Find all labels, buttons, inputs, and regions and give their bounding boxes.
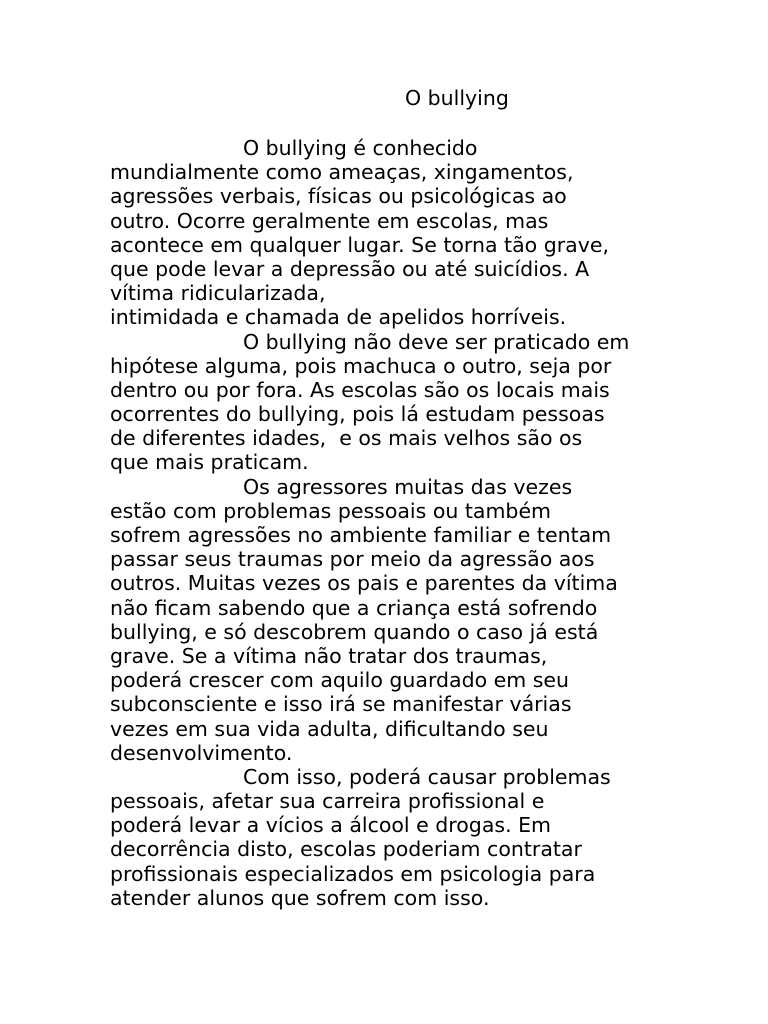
paragraph-first-line: Com isso, poderá causar problemas	[243, 764, 611, 789]
text-line: poderá crescer com aquilo guardado em seu	[110, 668, 570, 693]
text-line: intimidada e chamada de apelidos horríveis.	[110, 305, 567, 330]
text-line: atender alunos que sofrem com isso.	[110, 885, 490, 910]
document-body	[110, 136, 730, 910]
text-line: profissionais especializados em psicologia para	[110, 861, 596, 886]
paragraph-first-line: Os agressores muitas das vezes	[243, 474, 573, 499]
text-line: vítima ridicularizada,	[110, 281, 326, 306]
text-line: subconsciente e isso irá se manifestar várias	[110, 692, 572, 717]
text-line: poderá levar a vícios a álcool e drogas. Em	[110, 813, 552, 838]
text-line: acontece em qualquer lugar. Se torna tão grave,	[110, 232, 609, 257]
text-line: pessoais, afetar sua carreira profissional e	[110, 789, 545, 814]
text-line: bullying, e só descobrem quando o caso já está	[110, 619, 599, 644]
text-line: sofrem agressões no ambiente familiar e tentam	[110, 523, 612, 547]
text-line: que mais praticam.	[110, 450, 309, 475]
text-line: dentro ou por fora. As escolas são os locais mais	[110, 377, 610, 402]
text-line: outro. Ocorre geralmente em escolas, mas	[110, 208, 549, 233]
paragraph-first-line: O bullying é conhecido	[243, 136, 478, 160]
text-line: mundialmente como ameaças, xingamentos,	[110, 160, 574, 185]
text-line: hipótese alguma, pois machuca o outro, seja por	[110, 353, 612, 378]
paragraph-first-line: O bullying não deve ser praticado em	[243, 329, 630, 354]
text-line: ocorrentes do bullying, pois lá estudam pessoas	[110, 402, 605, 427]
text-line: desenvolvimento.	[110, 740, 293, 765]
text-line: vezes em sua vida adulta, dificultando seu	[110, 716, 549, 741]
text-line: agressões verbais, físicas ou psicológicas ao	[110, 184, 567, 209]
text-line: que pode levar a depressão ou até suicídios. A	[110, 256, 590, 281]
text-line: decorrência disto, escolas poderiam contratar	[110, 837, 582, 862]
document-title: O bullying	[405, 86, 509, 110]
text-line: passar seus traumas por meio da agressão aos	[110, 547, 595, 572]
text-line: estão com problemas pessoais ou também	[110, 498, 552, 523]
text-line: de diferentes idades, e os mais velhos são os	[110, 426, 583, 451]
text-line: não ficam sabendo que a criança está sofrendo	[110, 595, 598, 620]
text-line: grave. Se a vítima não tratar dos traumas,	[110, 643, 548, 668]
text-line: outros. Muitas vezes os pais e parentes da vítima	[110, 571, 618, 596]
